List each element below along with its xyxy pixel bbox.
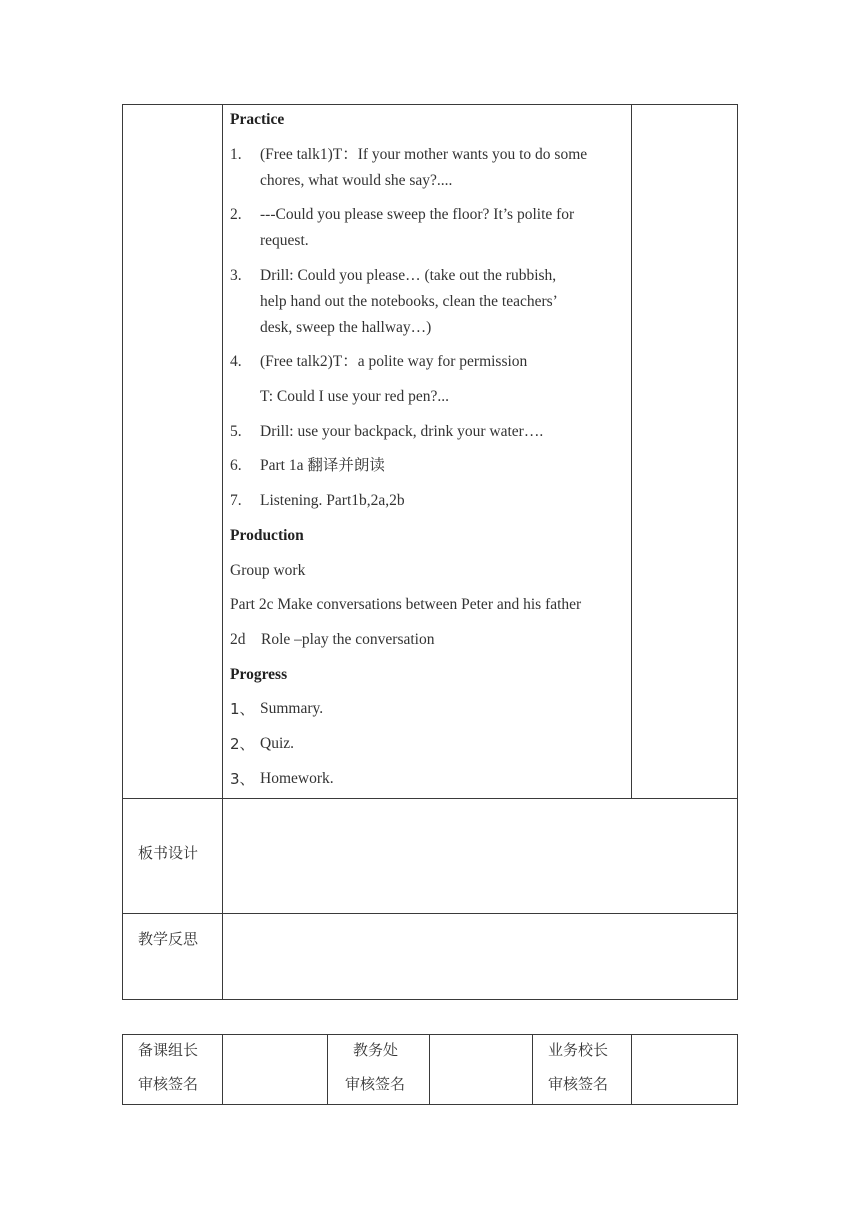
list-item-number: 2. xyxy=(230,206,242,223)
group-leader-label: 备课组长 xyxy=(138,1041,199,1059)
board-design-label: 板书设计 xyxy=(138,844,199,862)
list-item-number: 7. xyxy=(230,492,242,509)
list-item-number: 1. xyxy=(230,146,242,163)
sig-border-top xyxy=(122,1034,738,1035)
list-item-line: Quiz. xyxy=(260,735,295,752)
table-divider-board-bottom xyxy=(122,913,738,914)
list-item-line: Part 1a 翻译并朗读 xyxy=(260,457,385,474)
list-item-line: Listening. Part1b,2a,2b xyxy=(260,492,405,509)
production-heading: Production xyxy=(230,527,304,544)
list-item-number: 6. xyxy=(230,457,242,474)
production-line: Part 2c Make conversations between Peter and his father xyxy=(230,596,582,613)
list-item-line: request. xyxy=(260,232,309,249)
principal-label: 业务校长 xyxy=(548,1041,609,1059)
table-divider-practice-bottom xyxy=(122,798,738,799)
academic-office-sign-label: 审核签名 xyxy=(345,1075,406,1093)
sig-border-right xyxy=(737,1034,738,1105)
list-item-line: ---Could you please sweep the floor? It’s polite for xyxy=(260,206,575,223)
list-item-line: Homework. xyxy=(260,770,334,787)
production-line: Group work xyxy=(230,562,306,579)
list-item-line: chores, what would she say?.... xyxy=(260,172,453,189)
table-border-bottom xyxy=(122,999,738,1000)
sig-border-left xyxy=(122,1034,123,1105)
sig-border-bottom xyxy=(122,1104,738,1105)
list-item-number: 4. xyxy=(230,353,242,370)
list-item-number: 1、 xyxy=(230,700,255,718)
sig-col-divider xyxy=(532,1034,533,1105)
list-item-line: Drill: use your backpack, drink your water…. xyxy=(260,423,544,440)
sig-col-divider xyxy=(222,1034,223,1105)
list-item-number: 2、 xyxy=(230,735,255,753)
table-border-left xyxy=(122,104,123,1000)
sig-col-divider xyxy=(429,1034,430,1105)
list-item-line: Summary. xyxy=(260,700,324,717)
list-item-number: 3、 xyxy=(230,770,255,788)
sig-col-divider xyxy=(631,1034,632,1105)
table-col-divider-2 xyxy=(631,104,632,799)
table-border-top xyxy=(122,104,738,105)
academic-office-label: 教务处 xyxy=(353,1041,399,1059)
list-item-line: Drill: Could you please… (take out the rubbish, xyxy=(260,267,557,284)
list-item-line: (Free talk2)T：a polite way for permission xyxy=(260,353,528,370)
principal-sign-label: 审核签名 xyxy=(548,1075,609,1093)
practice-heading: Practice xyxy=(230,111,285,128)
sig-col-divider xyxy=(327,1034,328,1105)
list-item-number: 5. xyxy=(230,423,242,440)
list-item-line: T: Could I use your red pen?... xyxy=(260,388,450,405)
group-leader-sign-label: 审核签名 xyxy=(138,1075,199,1093)
list-item-line: help hand out the notebooks, clean the teachers’ xyxy=(260,293,558,310)
progress-heading: Progress xyxy=(230,666,288,683)
teaching-reflection-label: 教学反思 xyxy=(138,930,199,948)
list-item-line: (Free talk1)T：If your mother wants you to do some xyxy=(260,146,588,163)
table-col-divider-1 xyxy=(222,104,223,1000)
list-item-line: desk, sweep the hallway…) xyxy=(260,319,432,336)
table-border-right xyxy=(737,104,738,1000)
list-item-number: 3. xyxy=(230,267,242,284)
production-line: 2d Role –play the conversation xyxy=(230,631,435,648)
